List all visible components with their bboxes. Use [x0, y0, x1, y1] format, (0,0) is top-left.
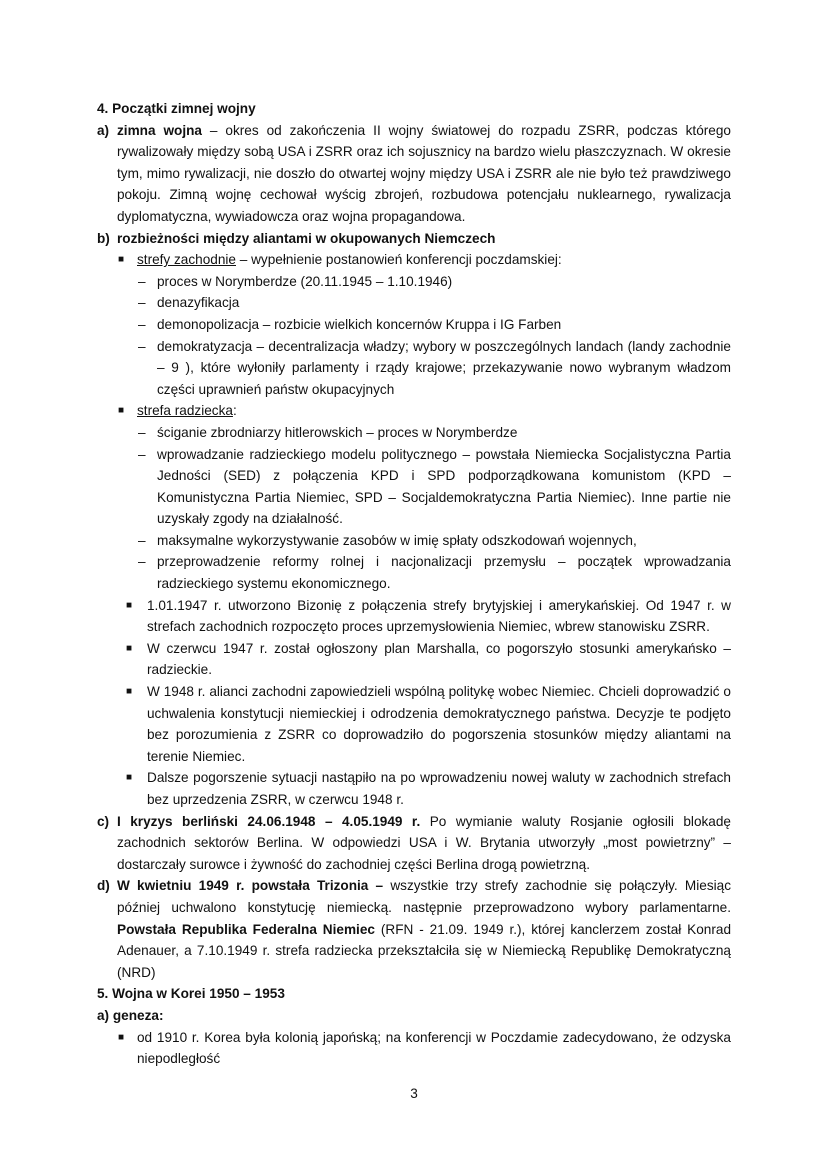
square-bullet-icon: ■ [126, 686, 133, 698]
list-item: – przeprowadzenie reformy rolnej i nacjonalizacji przemysłu – początek wprowadzania radzieckiego systemu ekonomicznego. [97, 551, 731, 594]
western-zones-bullet [97, 249, 731, 271]
section-4a [97, 120, 731, 228]
page-number: 3 [410, 1086, 418, 1101]
trizonia-title: W kwietniu 1949 r. powstała Trizonia – [117, 878, 384, 894]
term-western-zones: strefy zachodnie [137, 252, 236, 268]
dash-icon: – [138, 446, 146, 462]
list-item: – denazyfikacja [97, 292, 731, 314]
item-label: c) [97, 813, 110, 829]
list-item: – proces w Norymberdze (20.11.1945 – 1.10.1946) [97, 271, 731, 293]
list-item: – maksymalne wykorzystywanie zasobów w imię spłaty odszkodowań wojennych, [97, 530, 731, 552]
event-bullet: ■ W 1948 r. alianci zachodni zapowiedzieli wspólną politykę wobec Niemiec. Chcieli doprowadzić o uchwalenia konstytucji niemieckiej i odrodzenia demokratycznego państwa. Decyzje te podjęto bez porozumienia z ZSRR co doprowadziło do pogorszenia stosunków między aliantami na terenie Niemiec. [97, 681, 731, 767]
section-4c: c) I kryzys berliński 24.06.1948 – 4.05.1949 r. Po wymianie waluty Rosjanie ogłosili blokadę zachodnich sektorów Berlina. W odpowiedzi USA i W. Brytania utworzyły „most powietrzny” – dostarczały surowce i żywność do zachodniej części Berlina drogą powietrzną. [97, 811, 731, 876]
square-bullet-icon: ■ [118, 1031, 125, 1043]
square-bullet-icon: ■ [126, 642, 133, 654]
item-label: d) [97, 878, 110, 894]
event-bullet: ■ Dalsze pogorszenie sytuacji nastąpiło na po wprowadzeniu nowej waluty w zachodnich strefach bez uprzedzenia ZSRR, w czerwcu 1948 r. [97, 767, 731, 810]
section-4-heading: 4. Początki zimnej wojny [97, 101, 256, 116]
square-bullet-icon: ■ [118, 405, 125, 417]
definition-text: – okres od zakończenia II wojny światowej do rozpadu ZSRR, podczas którego rywalizowały między sobą USA i ZSRR oraz ich sojusznicy na bardzo wielu płaszczyznach. W okresie tym, mimo rywalizacji, nie doszło do otwartej wojny między USA i ZSRR ale nie było też prawdziwego pokoju. Zimną wojnę cechował wyścig zbrojeń, rozbudowa potencjału nuklearnego, rywalizacja dyplomatyczna, wywiadowcza oraz wojna propagandowa. [117, 122, 731, 224]
square-bullet-icon: ■ [126, 772, 133, 784]
term-soviet-zone: strefa radziecka [137, 403, 233, 419]
item-label: a) [97, 122, 110, 138]
list-item: – ściganie zbrodniarzy hitlerowskich – proces w Norymberdze [97, 422, 731, 444]
section-4b [97, 228, 731, 250]
section-4d: d) W kwietniu 1949 r. powstała Trizonia – wszystkie trzy strefy zachodnie się połączyły. Miesiąc później uchwalono konstytucję niemiecką. następnie przeprowadzono wybory parlamentarne. Powstała Republika Federalna Niemiec (RFN - 21.09. 1949 r.), której kanclerzem został Konrad Adenauer, a 7.10.1949 r. strefa radziecka przekształciła się w Niemiecką Republikę Demokratyczną (NRD) [97, 875, 731, 983]
western-zones-text: – wypełnienie postanowień konferencji poczdamskiej: [236, 252, 562, 268]
term-zimna-wojna: zimna wojna [117, 122, 202, 138]
dash-icon: – [138, 316, 146, 332]
page-content [97, 98, 731, 1070]
dash-icon: – [138, 295, 146, 311]
dash-icon: – [138, 424, 146, 440]
section-5a-label: a) geneza: [97, 1007, 164, 1023]
dash-icon: – [138, 532, 146, 548]
soviet-zone-bullet: ■ strefa radziecka: [97, 400, 731, 422]
square-bullet-icon: ■ [118, 254, 125, 266]
dash-icon: – [138, 554, 146, 570]
event-bullet: ■ 1.01.1947 r. utworzono Bizonię z połączenia strefy brytyjskiej i amerykańskiej. Od 1947 r. w strefach zachodnich rozpoczęto proces uprzemysłowienia Niemiec, wbrew stanowisku ZSRR. [97, 595, 731, 638]
event-bullet: ■ W czerwcu 1947 r. został ogłoszony plan Marshalla, co pogorszyło stosunki amerykańsko – radzieckie. [97, 638, 731, 681]
square-bullet-icon: ■ [126, 599, 133, 611]
section-5-heading: 5. Wojna w Korei 1950 – 1953 [97, 986, 285, 1002]
list-item: – demonopolizacja – rozbicie wielkich koncernów Kruppa i IG Farben [97, 314, 731, 336]
rfn-title: Powstała Republika Federalna Niemiec [117, 921, 375, 937]
berlin-crisis-title: I kryzys berliński 24.06.1948 – 4.05.1949 r. [117, 813, 421, 829]
dash-icon: – [138, 338, 146, 354]
section-4b-title: rozbieżności między aliantami w okupowanych Niemczech [117, 230, 496, 246]
item-label: b) [97, 230, 110, 246]
list-item: – demokratyzacja – decentralizacja władzy; wybory w poszczególnych landach (landy zachodnie – 9 ), które wyłoniły parlamenty i rządy krajowe; przekazywanie nowo wybranym władzom części uprawnień państw okupacyjnych [97, 336, 731, 401]
genesis-bullet: ■ od 1910 r. Korea była kolonią japońską; na konferencji w Poczdamie zadecydowano, że odzyska niepodległość [97, 1027, 731, 1070]
list-item: – wprowadzanie radzieckiego modelu politycznego – powstała Niemiecka Socjalistyczna Partia Jedności (SED) z połączenia KPD i SPD podporządkowana komunistom (KPD – Komunistyczna Partia Niemiec, SPD – Socjaldemokratyczna Partia Niemiec). Inne partie nie uzyskały zgody na działalność. [97, 444, 731, 530]
dash-icon: – [138, 273, 146, 289]
